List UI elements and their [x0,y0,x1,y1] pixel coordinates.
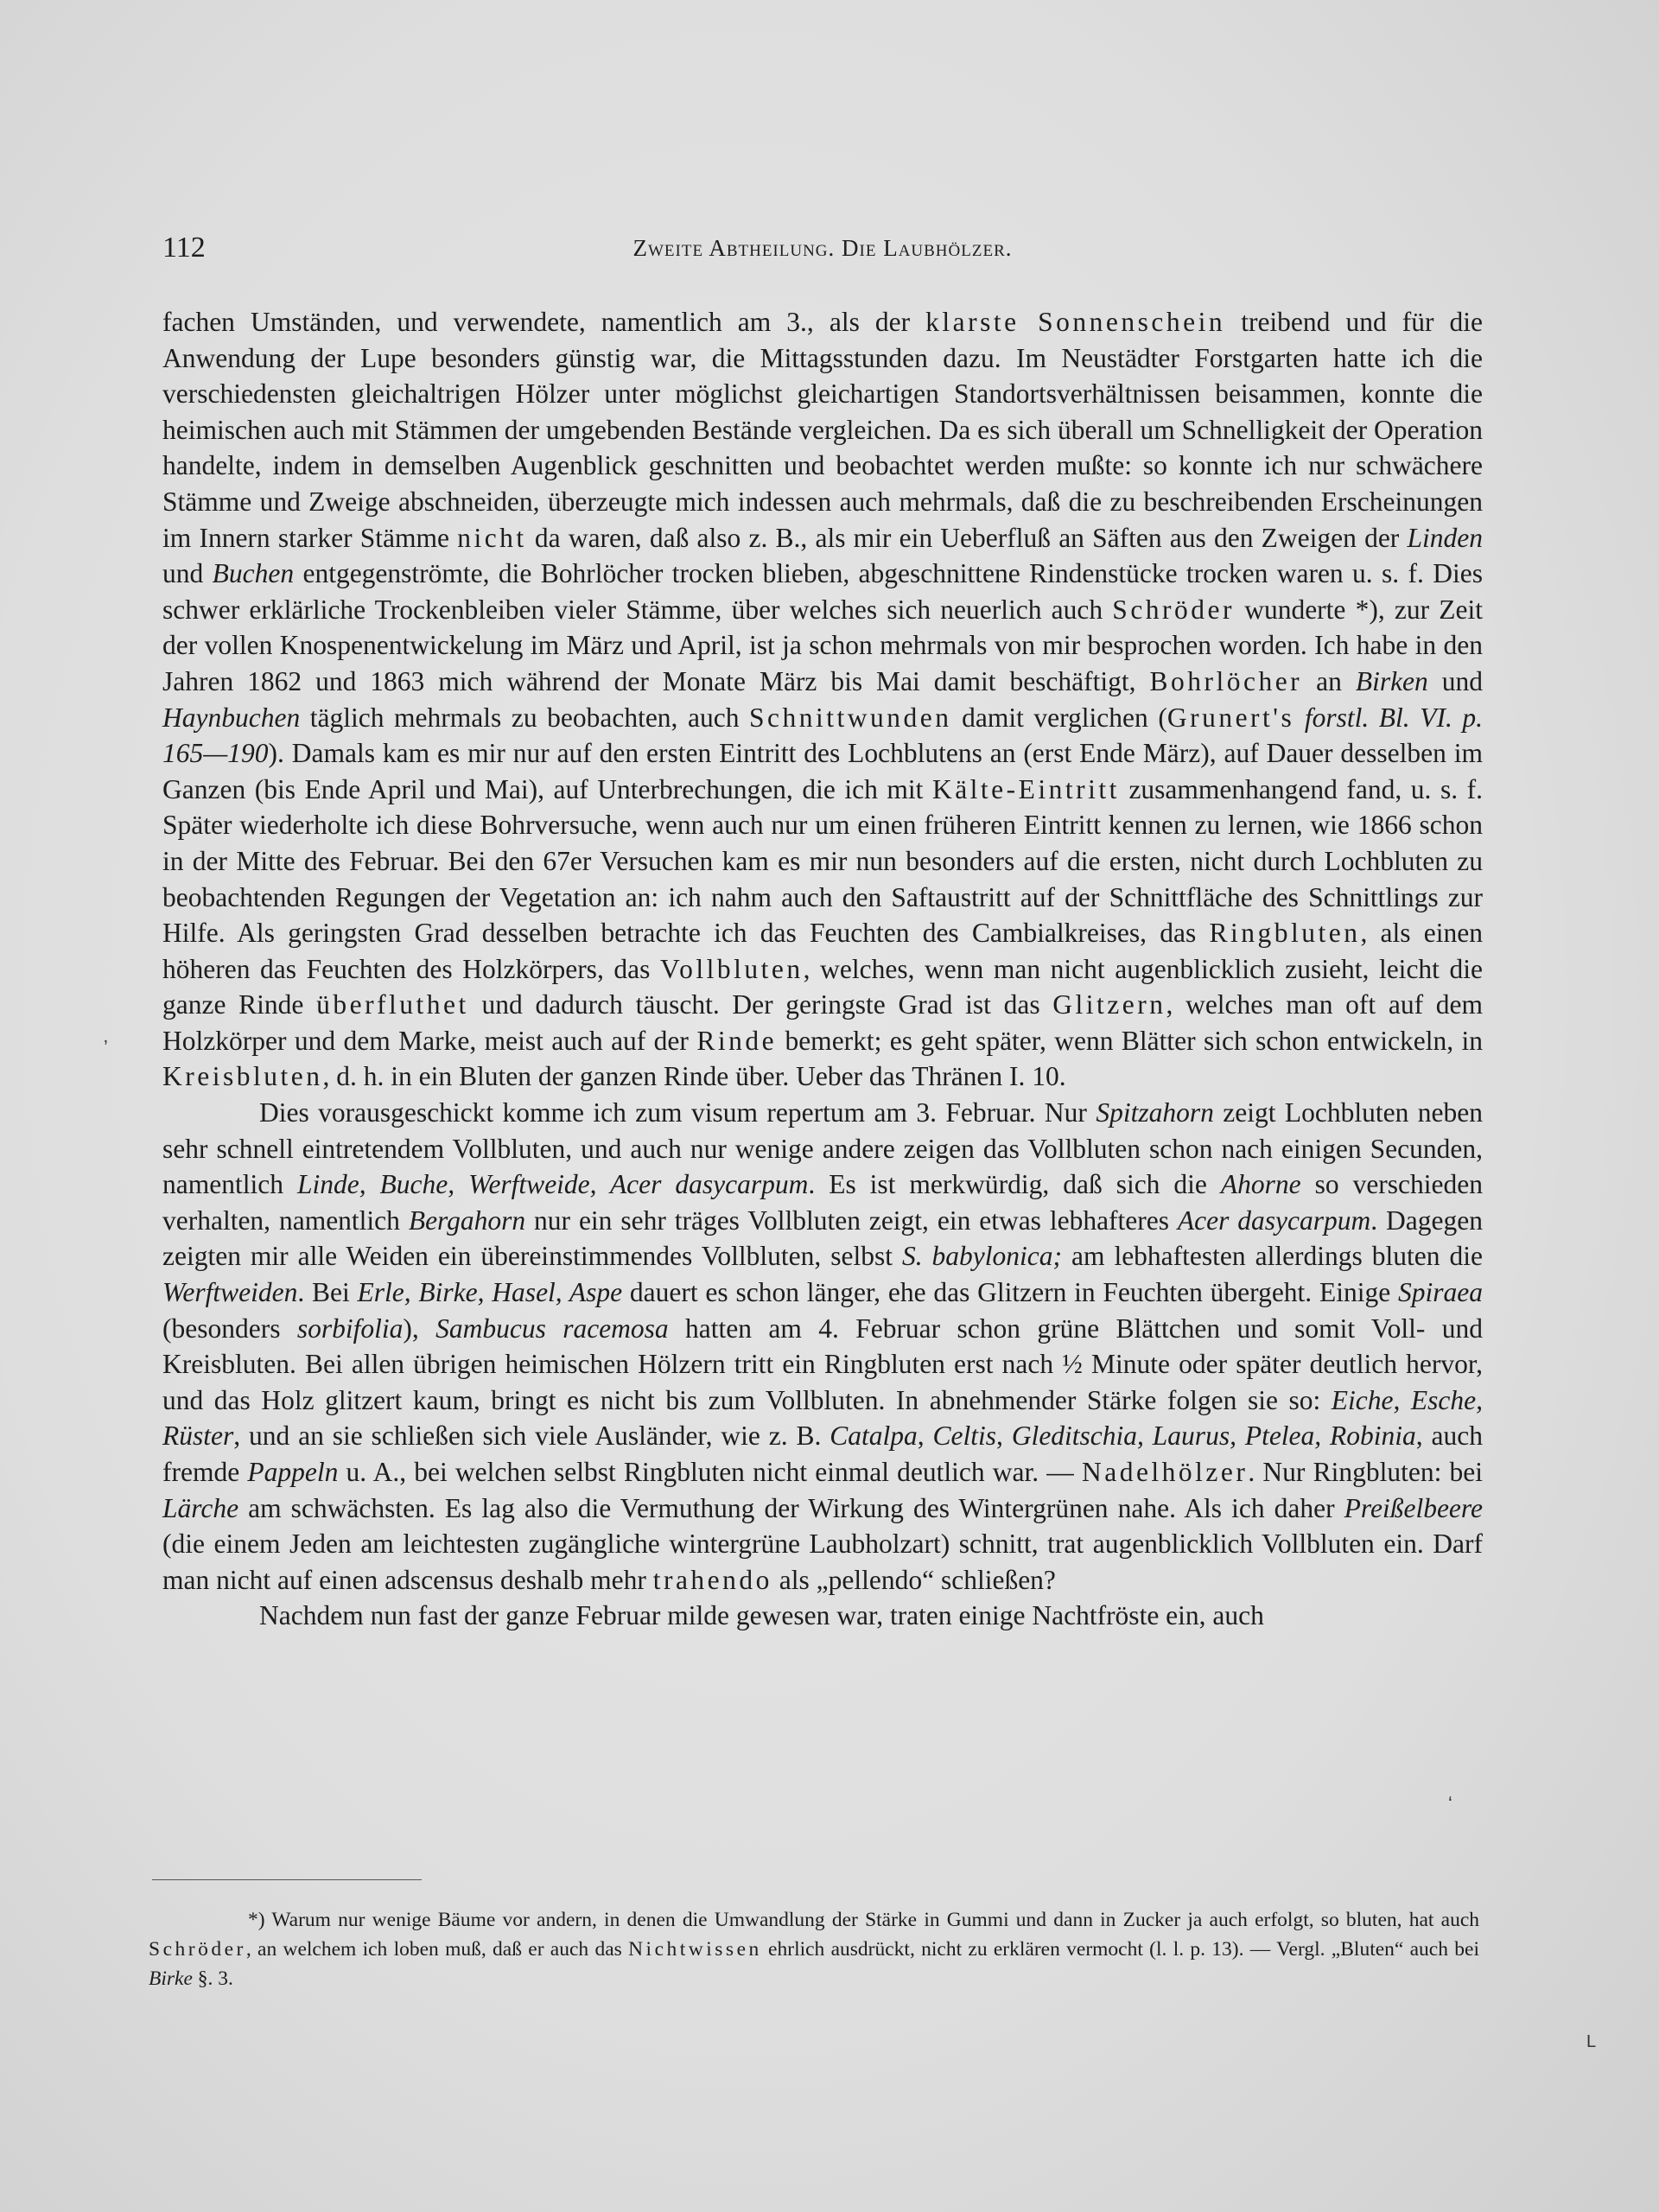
text-run: täglich mehrmals zu beobachten, auch [300,702,750,733]
text-run: *) Warum nur wenige Bäume vor andern, in denen die Umwandlung der Stärke in Gummi und dann in Zucker ja auch erfolgt, so bluten, hat auch [248,1909,1479,1931]
text-run: , welches, wenn man nicht augenblicklich zusieht, leicht die ganze Rinde [162,953,1483,1020]
corner-mark: L [1586,2032,1597,2051]
text-run: , [917,1421,933,1452]
footnote-rule [152,1879,422,1880]
text-run: zusammenhangend fand, u. s. f. Später wiederholte ich diese Bohrversuche, wenn auch nur um einen früheren Eintritt kennen zu lernen, wie 1866 schon in der Mitte des Februar. Bei den 67er Versuchen kam es mir nun besonders auf die ersten, nicht durch Lochbluten zu beobachtenden Regungen der Vegetation an: ich nahm auch den Saftaustritt auf der Schnittfläche des Schnittlings zur Hilfe. Als geringsten Grad desselben betrachte ich das Feuchten des Cambialkreises, das [162,773,1483,949]
text-run: ), [403,1313,436,1344]
text-run: als „pellendo“ schließen? [772,1564,1056,1595]
text-run: Nachdem nun fast der ganze Februar milde gewesen war, traten einige Nachtfröste ein, auch [259,1600,1264,1631]
italic-text: Sambucus racemosa [435,1313,669,1344]
italic-text: Haynbuchen [162,702,301,733]
italic-text: Pappeln [247,1457,339,1487]
text-run: u. A., bei welchen selbst Ringbluten nicht einmal deutlich war. — [338,1457,1082,1487]
spaced-text: Kälte-Eintritt [931,773,1120,804]
text-run: , und an sie schließen sich viele Ausländer, wie z. B. [233,1421,830,1452]
text-run: dauert es schon länger, ehe das Glitzern in Feuchten übergeht. Einige [622,1277,1398,1308]
spaced-text: Schnittwunden [749,702,952,733]
spaced-text: Ringbluten [1209,918,1361,949]
italic-text: Spiraea [1398,1277,1483,1308]
spaced-text: Vollbluten [659,953,804,984]
spaced-text: Bohrlöcher [1149,665,1303,696]
text-run: , [996,1421,1012,1452]
text-run: , auch fremde [162,1421,1484,1487]
italic-text: Spitzahorn [1096,1097,1214,1128]
text-run: am schwächsten. Es lag also die Vermuthung der Wirkung des Wintergrünen nahe. Als ich daher [238,1492,1344,1523]
text-run: zeigt Lochbluten neben sehr schnell eintretendem Vollbluten, und auch nur wenige andere zeigen das Vollbluten schon nach einigen Secunden, namentlich [162,1097,1484,1200]
italic-text: Lärche [162,1492,239,1523]
margin-mark-left: ʼ [104,1037,108,1058]
text-run: fachen Umständen, und verwendete, namentlich am 3., als der [162,307,926,337]
italic-text: Werftweiden [162,1277,298,1308]
main-text [162,304,1483,1634]
italic-text: forstl. Bl. VI. p. 165—190 [162,702,1484,769]
italic-text: Erle, Birke, Hasel, Aspe [357,1277,623,1308]
text-run: an [1302,665,1356,696]
text-run: , welches man oft auf dem Holzkörper und dem Marke, meist auch auf der [162,989,1483,1056]
italic-text: Birken [1355,665,1428,696]
page-number: 112 [162,232,206,264]
text-run: , als einen höheren das Feuchten des Holzkörpers, das [162,918,1483,984]
page-header [162,232,1483,270]
running-title: Zweite Abtheilung. Die Laubhölzer. [632,235,1013,261]
italic-text: sorbifolia [296,1313,404,1344]
spaced-text: Nichtwissen [628,1938,762,1961]
text-run: . Nur Ringbluten: bei [1248,1457,1483,1487]
italic-text: Birke [149,1967,193,1990]
text-run: (die einem Jeden am leichtesten zugängliche wintergrüne Laubholzart) schnitt, trat augenblicklich Vollbluten ein. Darf man nicht auf einen adscensus deshalb mehr [162,1529,1483,1595]
footnote-paragraph [149,1905,1479,1993]
italic-text: Gleditschia, Laurus, Ptelea, Robinia [1011,1421,1416,1452]
margin-mark-right: ʻ [1448,1793,1452,1815]
spaced-text: Schröder [1112,594,1236,625]
text-run: und [162,558,213,589]
spaced-text: Nadelhölzer [1081,1457,1249,1487]
text-run: , d. h. in ein Bluten der ganzen Rinde über. Ueber das Thränen I. 10. [322,1061,1066,1092]
text-run: . Es ist merkwürdig, daß sich die [808,1169,1221,1200]
italic-text: Catalpa [830,1421,918,1452]
spaced-text: trahendo [652,1564,772,1595]
text-run: hatten am 4. Februar schon grüne Blättchen und somit Voll- und Kreisbluten. Bei allen übrigen heimischen Hölzern tritt ein Ringbluten erst nach ½ Minute oder später deutlich hervor, und das Holz glitzert kaum, bringt es nicht bis zum Vollbluten. In abnehmender Stärke folgen sie so: [162,1313,1483,1415]
text-run: bemerkt; es geht später, wenn Blätter sich schon entwickeln, in [777,1025,1483,1056]
spaced-text: nicht [457,522,527,553]
text-run: ehrlich ausdrückt, nicht zu erklären vermocht (l. l. p. 13). — Vergl. „Bluten“ auch bei [761,1938,1479,1961]
text-run: am lebhaftesten allerdings bluten die [1062,1241,1483,1272]
text-run: (besonders [162,1313,297,1344]
text-run: wunderte *), zur Zeit der vollen Knospenentwickelung im März und April, ist ja schon mehrmals von mir besprochen worden. Ich habe in den Jahren 1862 und 1863 mich während der Monate März bis Mai damit beschäftigt, [162,594,1484,696]
paragraph [162,1598,1483,1634]
text-run: treibend und für die Anwendung der Lupe besonders günstig war, die Mittagsstunden dazu. Im Neustädter Forstgarten hatte ich die verschiedensten gleichaltrigen Hölzer unter möglichst gleichartigen Standortsverhältnissen beisammen, konnte die heimischen auch mit Stämmen der umgebenden Bestände vergleichen. Da es sich überall um Schnelligkeit der Operation handelte, indem in demselben Augenblick geschnitten und beobachtet werden mußte: so konnte ich nur schwächere Stämme und Zweige abschneiden, überzeugte mich indessen auch mehrmals, daß die zu beschreibenden Erscheinungen im Innern starker Stämme [162,307,1484,553]
italic-text: Celtis [932,1421,997,1452]
spaced-text: überfluthet [316,989,469,1020]
text-run: nur ein sehr träges Vollbluten zeigt, ein etwas lebhafteres [525,1205,1178,1236]
text-run: . Dagegen zeigten mir alle Weiden ein übereinstimmendes Vollbluten, selbst [162,1205,1483,1272]
text-run: so verschieden verhalten, namentlich [162,1169,1483,1236]
text-run: und dadurch täuscht. Der geringste Grad ist das [468,989,1053,1020]
text-run: und [1427,665,1483,696]
italic-text: S. babylonica; [901,1241,1063,1272]
spaced-text: Rinde [696,1025,778,1056]
italic-text: Buchen [212,558,295,589]
footnote [149,1905,1479,1993]
spaced-text: Schröder [149,1938,246,1961]
italic-text: Linde, Buche, Werftweide, Acer dasycarpum [296,1169,809,1200]
text-run: damit verglichen ( [951,702,1167,733]
text-run: §. 3. [192,1967,233,1990]
spaced-text: Glitzern [1052,989,1166,1020]
italic-text: Ahorne [1220,1169,1301,1200]
text-run: ). Damals kam es mir nur auf den ersten Eintritt des Lochblutens an (erst Ende März), auf Dauer desselben im Ganzen (bis Ende April und Mai), auf Unterbrechungen, die ich mit [162,738,1483,804]
text-run: . Bei [297,1277,358,1308]
paragraph [162,304,1483,1095]
italic-text: Preißelbeere [1344,1492,1483,1523]
text-run [1294,702,1305,733]
italic-text: Bergahorn [408,1205,526,1236]
spaced-text: Grunert's [1166,702,1295,733]
italic-text: Eiche, Esche, Rüster [162,1384,1483,1452]
italic-text: Acer dasycarpum [1177,1205,1371,1236]
spaced-text: klarste Sonnenschein [925,307,1226,337]
text-run: Dies vorausgeschickt komme ich zum visum repertum am 3. Februar. Nur [259,1097,1096,1128]
text-run: da waren, daß also z. B., als mir ein Ueberfluß an Säften aus den Zweigen der [526,522,1408,553]
text-run: entgegenströmte, die Bohrlöcher trocken blieben, abgeschnittene Rindenstücke trocken waren u. s. f. Dies schwer erklärliche Trockenbleiben vieler Stämme, über welches sich neuerlich auch [162,558,1483,625]
text-run: , an welchem ich loben muß, daß er auch das [245,1938,629,1961]
italic-text: Linden [1407,522,1484,553]
paragraph [162,1095,1483,1598]
spaced-text: Kreisbluten [162,1061,323,1092]
